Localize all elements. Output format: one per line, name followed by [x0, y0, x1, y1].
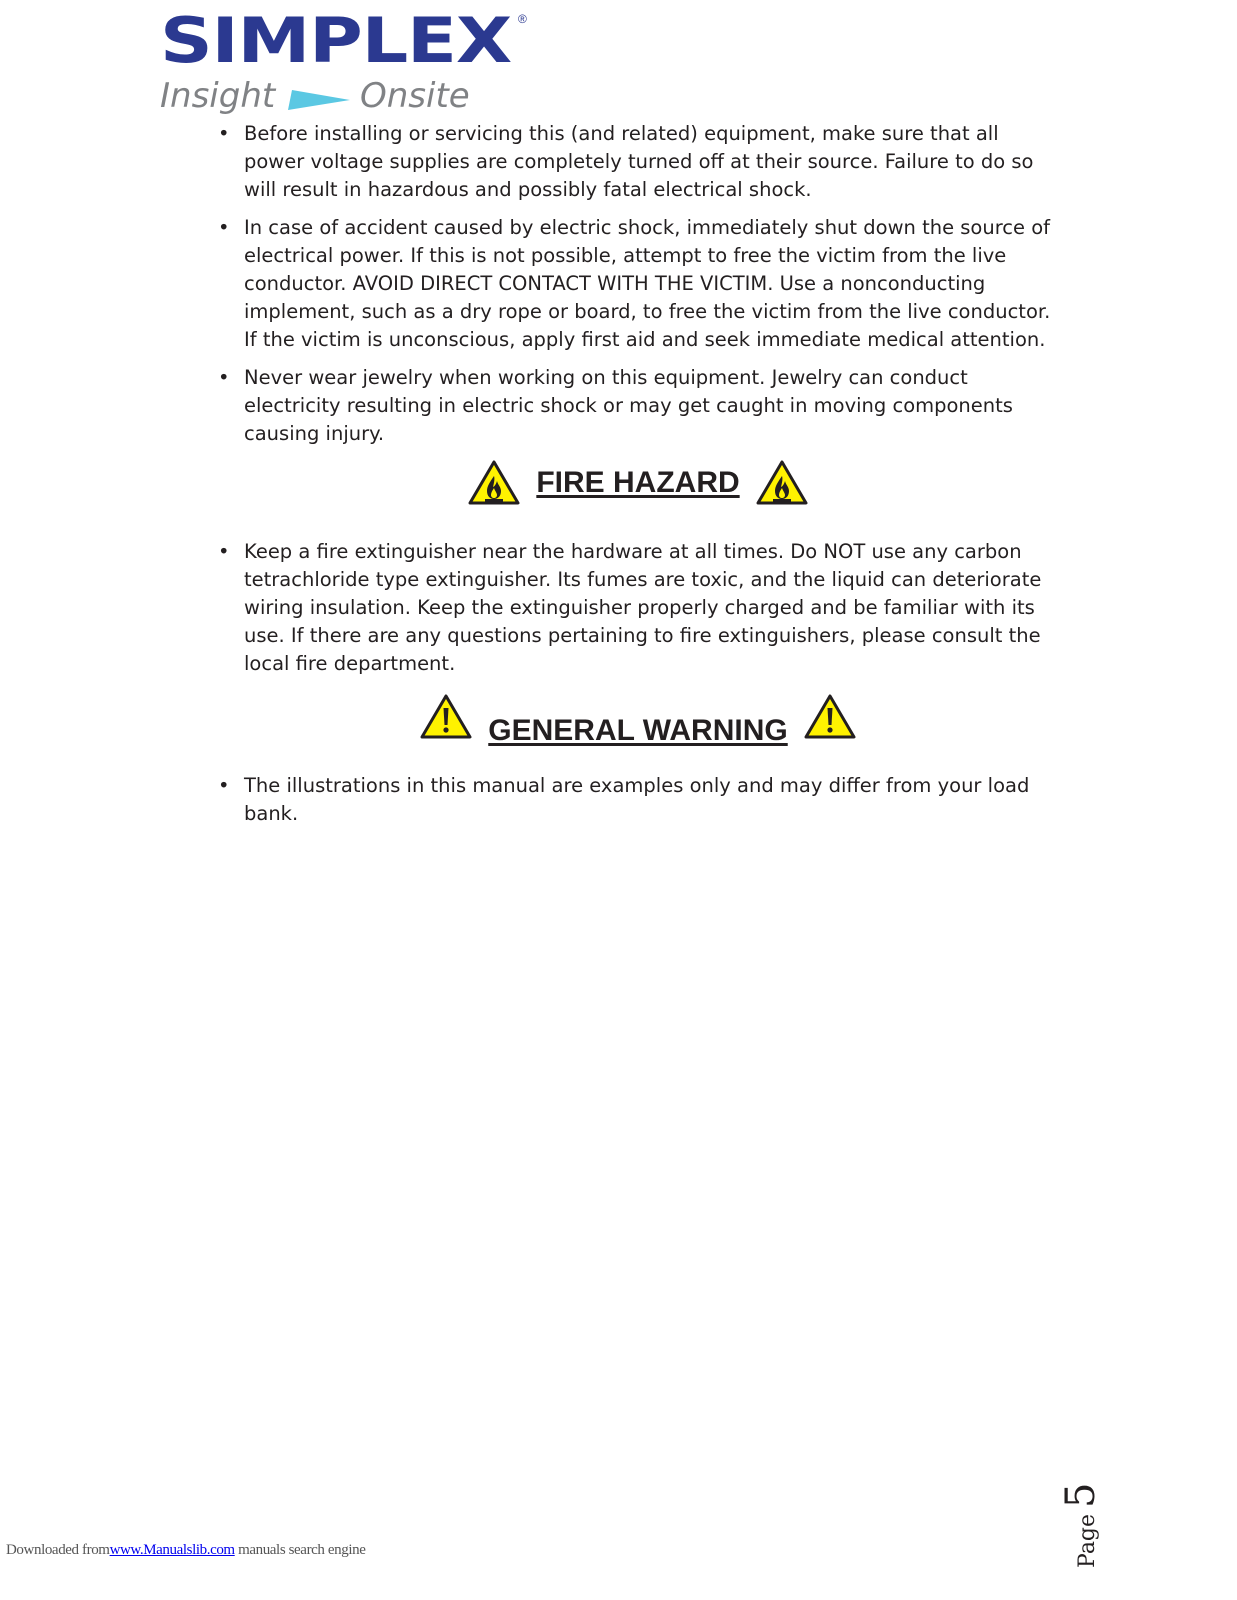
logo-tagline — [160, 76, 540, 116]
manualslib-link[interactable]: www.Manualslib.com — [109, 1542, 235, 1558]
arrow-icon — [288, 90, 350, 110]
flammable-warning-icon — [468, 460, 520, 506]
list-item: • Keep a fire extinguisher near the hardware at all times. Do NOT use any carbon tetrachloride type extinguisher. Its fumes are toxic, and the liquid can deteriorate wiring insulation. Keep the extinguisher properly charged and be familiar with its use. If there are any questions pertaining to fire extinguishers, please consult the local fire department. — [218, 538, 1058, 678]
tagline-insight: Insight — [160, 76, 276, 116]
electrical-warning-list — [218, 120, 1058, 448]
footer-prefix: Downloaded from — [6, 1542, 110, 1558]
general-warning-list — [218, 772, 1058, 828]
list-item: • The illustrations in this manual are examples only and may differ from your load bank. — [218, 772, 1058, 828]
exclamation-warning-icon — [420, 694, 472, 740]
fire-hazard-heading — [218, 458, 1058, 508]
registered-mark: ® — [518, 12, 527, 26]
general-warning-title: GENERAL WARNING — [488, 714, 788, 747]
list-item: • Before installing or servicing this (and related) equipment, make sure that all power voltage supplies are completely turned off at their source. Failure to do so will result in hazardous and possibly fatal electrical shock. — [218, 120, 1058, 204]
footer-suffix: manuals search engine — [238, 1542, 366, 1558]
tagline-onsite: Onsite — [360, 76, 470, 116]
page-number: 5 — [1058, 1482, 1104, 1508]
page-number-block — [1058, 1478, 1118, 1568]
list-item: • Never wear jewelry when working on this equipment. Jewelry can conduct electricity resulting in electric shock or may get caught in moving components causing injury. — [218, 364, 1058, 448]
page-label: Page — [1075, 1513, 1100, 1568]
download-footer — [6, 1542, 365, 1559]
page-content — [218, 120, 1058, 838]
exclamation-warning-icon — [804, 694, 856, 740]
general-warning-heading — [218, 692, 1058, 747]
fire-hazard-list — [218, 538, 1058, 678]
fire-hazard-title: FIRE HAZARD — [536, 466, 740, 499]
flammable-warning-icon — [756, 460, 808, 506]
logo-wordmark: SIMPLEX — [160, 4, 512, 77]
simplex-logo — [160, 4, 540, 116]
list-item: • In case of accident caused by electric shock, immediately shut down the source of electrical power. If this is not possible, attempt to free the victim from the live conductor. AVOID DIRECT CONTACT WITH THE VICTIM. Use a nonconducting implement, such as a dry rope or board, to free the victim from the live conductor. If the victim is unconscious, apply first aid and seek immediate medical attention. — [218, 214, 1058, 354]
